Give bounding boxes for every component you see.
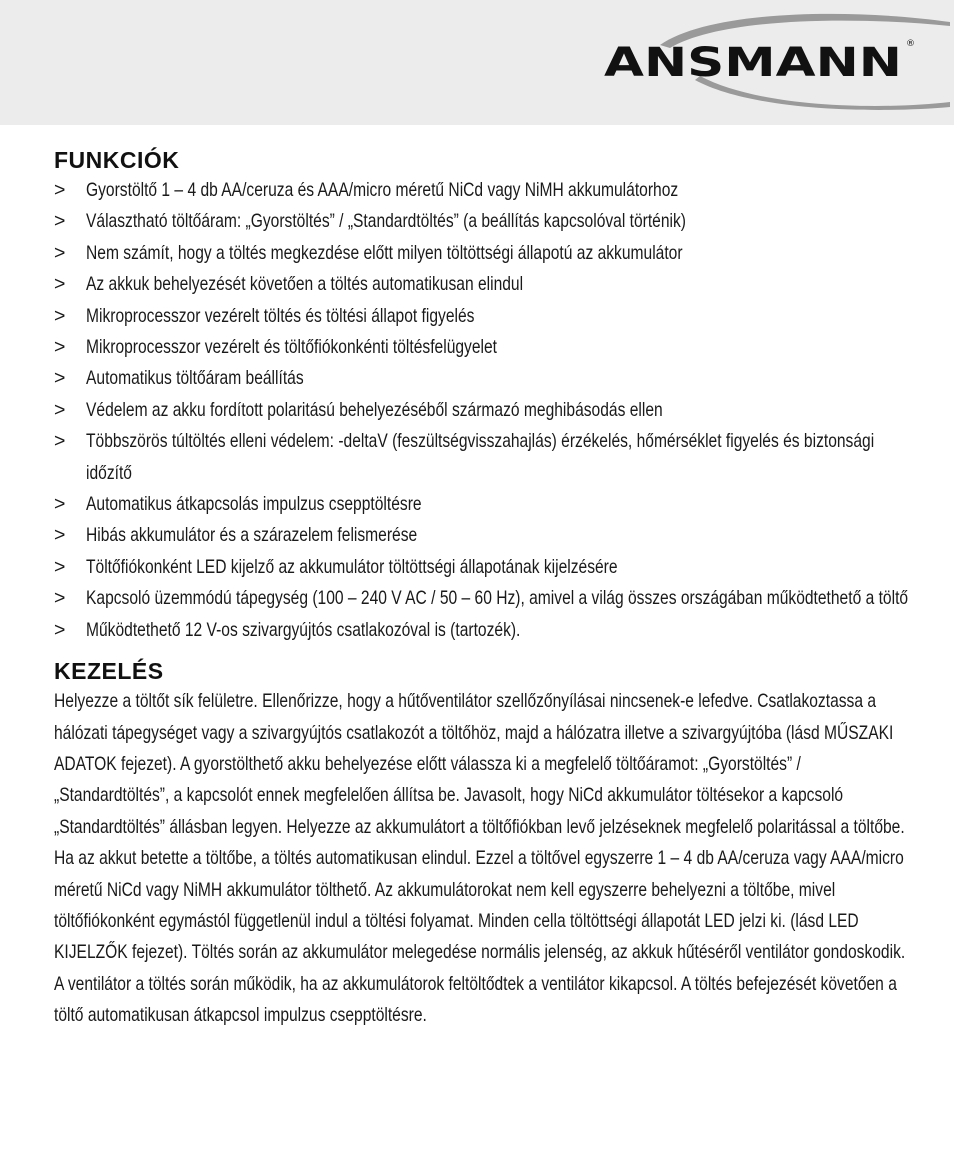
feature-text: Többszörös túltöltés elleni védelem: -deltaV (feszültségvisszahajlás) érzékelés, hőmérséklet figyelés és biztonsági időzítő (86, 430, 875, 484)
feature-list-item (54, 583, 910, 614)
feature-text: Védelem az akku fordított polaritású behelyezéséből származó meghibásodás ellen (86, 398, 663, 421)
feature-text: Töltőfiókonként LED kijelző az akkumulátor töltöttségi állapotának kijelzésére (86, 555, 618, 578)
feature-list-item (54, 206, 910, 237)
main-content (54, 145, 910, 1032)
bullet-arrow-icon: > (54, 336, 66, 359)
feature-list-item (54, 269, 910, 300)
feature-list-item (54, 301, 910, 332)
bullet-arrow-icon: > (54, 273, 66, 296)
bullet-arrow-icon: > (54, 367, 66, 390)
section-title-kezeles: KEZELÉS (54, 658, 164, 685)
feature-list-item (54, 520, 910, 551)
feature-text: Az akkuk behelyezését követően a töltés automatikusan elindul (86, 273, 524, 296)
bullet-arrow-icon: > (54, 398, 66, 421)
ansmann-logo (600, 10, 954, 110)
bullet-arrow-icon: > (54, 210, 66, 233)
bullet-arrow-icon: > (54, 587, 66, 610)
bullet-arrow-icon: > (54, 430, 66, 453)
bullet-arrow-icon: > (54, 241, 66, 264)
feature-text: Gyorstöltő 1 – 4 db AA/ceruza és AAA/micro méretű NiCd vagy NiMH akkumulátorhoz (86, 179, 679, 201)
page-header (0, 0, 954, 125)
kezeles-paragraph (54, 686, 910, 1031)
feature-text: Automatikus átkapcsolás impulzus csepptöltésre (86, 493, 422, 516)
feature-text: Kapcsoló üzemmódú tápegység (100 – 240 V AC / 50 – 60 Hz), amivel a világ összes országában működtethető a töltő (86, 587, 909, 610)
feature-list-item (54, 175, 910, 206)
svg-text:®: ® (906, 39, 915, 49)
feature-list-item (54, 238, 910, 269)
feature-text: Automatikus töltőáram beállítás (86, 367, 304, 390)
feature-text: Mikroprocesszor vezérelt és töltőfiókonkénti töltésfelügyelet (86, 336, 497, 359)
feature-list-item (54, 615, 910, 646)
feature-text: Mikroprocesszor vezérelt töltés és töltési állapot figyelés (86, 304, 475, 327)
feature-list-item (54, 489, 910, 520)
bullet-arrow-icon: > (54, 524, 66, 547)
bullet-arrow-icon: > (54, 304, 66, 327)
feature-text: Működtethető 12 V-os szivargyújtós csatlakozóval is (tartozék). (86, 618, 521, 641)
kezeles-paragraph-text: Helyezze a töltőt sík felületre. Ellenőrizze, hogy a hűtőventilátor szellőzőnyílásai nincsenek-e lefedve. Csatlakoztassa a hálózati tápegységet vagy a szivargyújtós csatlakozót a töltőhöz, majd a hálózatra illetve a szivargyújtóba (lásd MŰSZAKI ADATOK fejezet). A gyorstölthető akku behelyezése előtt válassza ki a megfelelő töltőáramot: „Gyorstöltés” / „Standardtöltés”, a kapcsolót ennek megfelelően állítsa be. Javasolt, hogy NiCd akkumulátor töltésekor a kapcsoló „Standardtöltés” állásban legyen. Helyezze az akkumulátort a töltőfiókban levő jelzéseknek megfelelő polaritással a töltőbe. Ha az akkut betette a töltőbe, a töltés automatikusan elindul. Ezzel a töltővel egyszerre 1 – 4 db AA/ceruza vagy AAA/micro méretű NiCd vagy NiMH akkumulátor tölthető. Az akkumulátorokat nem kell egyszerre behelyezni a töltőbe, mivel töltőfiókonként egymástól függetlenül indul a töltési folyamat. Minden cella töltöttségi állapotát LED jelzi ki. (lásd LED KIJELZŐK fejezet). Töltés során az akkumulátor melegedése normális jelenség, az akkuk hűtéséről ventilátor gondoskodik. A ventilátor a töltés során működik, ha az akkumulátorok feltöltődtek a ventilátor kikapcsol. A töltés befejezését követően a töltő automatikusan átkapcsol impulzus csepptöltésre. (54, 690, 906, 1027)
feature-list-item (54, 363, 910, 394)
feature-text: Választható töltőáram: „Gyorstöltés” / „Standardtöltés” (a beállítás kapcsolóval történik) (86, 210, 686, 233)
feature-list-item (54, 426, 910, 489)
svg-text:ANSMANN: ANSMANN (604, 40, 902, 86)
feature-list-item (54, 395, 910, 426)
bullet-arrow-icon: > (54, 618, 66, 641)
bullet-arrow-icon: > (54, 179, 66, 201)
feature-text: Hibás akkumulátor és a szárazelem felismerése (86, 524, 418, 547)
bullet-arrow-icon: > (54, 493, 66, 516)
bullet-arrow-icon: > (54, 555, 66, 578)
feature-list (54, 175, 910, 646)
feature-list-item (54, 332, 910, 363)
section-title-funkciok: FUNKCIÓK (54, 147, 180, 173)
feature-list-item (54, 552, 910, 583)
feature-text: Nem számít, hogy a töltés megkezdése előtt milyen töltöttségi állapotú az akkumulátor (86, 241, 683, 264)
